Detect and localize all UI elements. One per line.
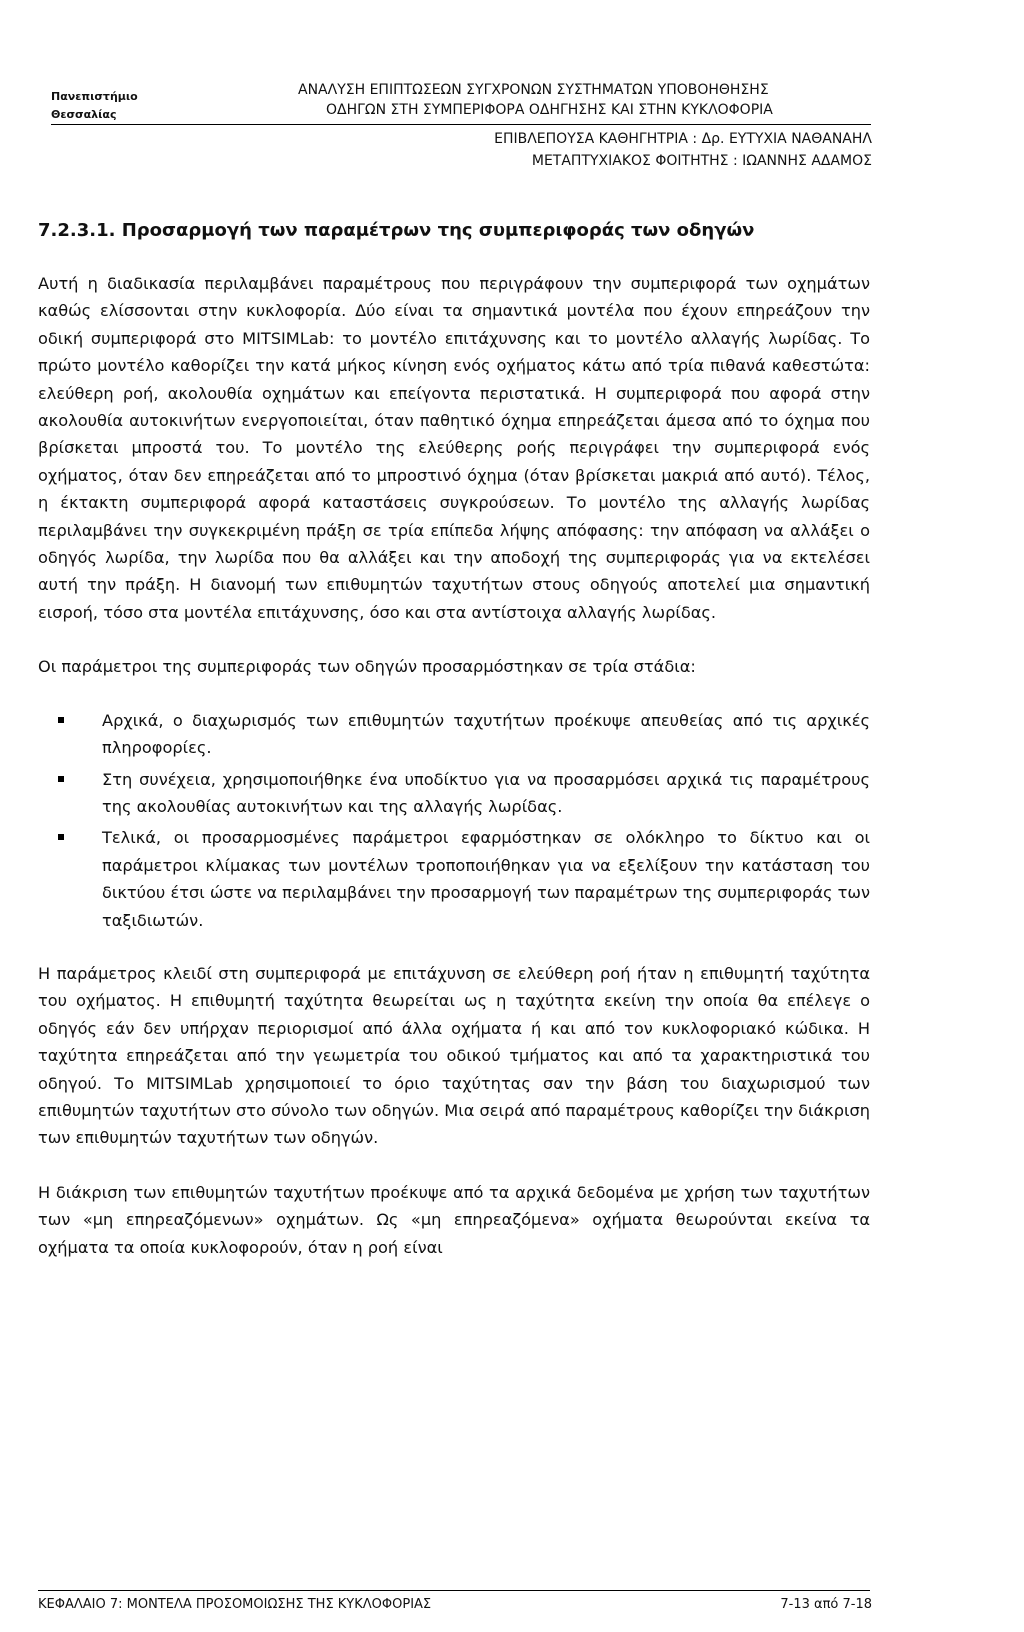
paragraph-intro: Αυτή η διαδικασία περιλαμβάνει παραμέτρους που περιγράφουν την συμπεριφορά των οχημάτων καθώς ελίσσονται στην κυκλοφορία. Δύο είναι τα σημαντικά μοντέλα που έχουν επηρεάζουν την οδική συμπεριφορά στο MITSIMLab: το μοντέλο επιτάχυνσης και το μοντέλο αλλαγής λωρίδας. Το πρώτο μοντέλο καθορίζει την κατά μήκος κίνηση ενός οχήματος κάτω από τρία πιθανά καθεστώτα: ελεύθερη ροή, ακολουθία οχημάτων και επείγοντα περιστατικά. Η συμπεριφορά που αφορά στην ακολουθία αυτοκινήτων ενεργοποιείται, όταν παθητικό όχημα επηρεάζεται άμεσα από το όχημα που βρίσκεται μπροστά του. Το μοντέλο της ελεύθερης ροής περιγράφει την συμπεριφορά ενός οχήματος, όταν δεν επηρεάζεται από το μπροστινό όχημα (όταν βρίσκεται μακριά από αυτό). Τέλος, η έκτακτη συμπεριφορά αφορά καταστάσεις συγκρούσεων. Το μοντέλο της αλλαγής λωρίδας περιλαμβάνει την συγκεκριμένη πράξη σε τρία επίπεδα λήψης απόφασης: την απόφαση να αλλάξει ο οδηγός λωρίδα, την λωρίδα που θα αλλάξει και την αποδοχή της συμπεριφοράς για να εκτελέσει αυτή την πράξη. Η διανομή των επιθυμητών ταχυτήτων στους οδηγούς αποτελεί μια σημαντική εισροή, τόσο στα μοντέλα επιτάχυνσης, όσο και στα αντίστοιχα αλλαγής λωρίδας. bbox=[38, 274, 870, 622]
page-number: 7-13 από 7-18 bbox=[780, 1597, 872, 1612]
paragraph-desired-speed: Η παράμετρος κλειδί στη συμπεριφορά με επιτάχυνση σε ελεύθερη ροή ήταν η επιθυμητή ταχύτητα του οχήματος. Η επιθυμητή ταχύτητα θεωρείται ως η ταχύτητα εκείνη την οποία θα επέλεγε ο οδηγός εάν δεν υπήρχαν περιορισμοί από άλλα οχήματα ή και από τον κυκλοφοριακό κώδικα. Η ταχύτητα επηρεάζεται από την γεωμετρία του οδικού τμήματος και από τα χαρακτηριστικά του οδηγού. Το MITSIMLab χρησιμοποιεί το όριο ταχύτητας σαν την βάση του διαχωρισμού των επιθυμητών ταχυτήτων στο σύνολο των οδηγών. Μια σειρά από παραμέτρους καθορίζει την διάκριση των επιθυμητών ταχυτήτων των οδηγών. bbox=[38, 963, 870, 1148]
body-text bbox=[38, 270, 870, 1261]
thesis-title bbox=[298, 80, 888, 120]
list-item: Τελικά, οι προσαρμοσμένες παράμετροι εφαρμόστηκαν σε ολόκληρο το δίκτυο και οι παράμετροι κλίμακας των μοντέλων τροποποιήθηκαν για να εξελίξουν την κατάσταση του δικτύου έτσι ώστε να περιλαμβάνει την προσαρμογή των παραμέτρων της συμπεριφοράς των ταξιδιωτών. bbox=[102, 824, 870, 934]
paragraph-speed-distribution: Η διάκριση των επιθυμητών ταχυτήτων προέκυψε από τα αρχικά δεδομένα με χρήση των ταχυτήτων των «μη επηρεαζόμενων» οχημάτων. Ως «μη επηρεαζόμενα» οχήματα θεωρούνται εκείνα τα οχήματα τα οποία κυκλοφορούν, όταν η ροή είναι bbox=[38, 1182, 870, 1257]
stages-list bbox=[38, 707, 870, 934]
supervisor-line: ΕΠΙΒΛΕΠΟΥΣΑ ΚΑΘΗΓΗΤΡΙΑ : Δρ. ΕΥΤΥΧΙΑ ΝΑΘΑΝΑΗΛ bbox=[494, 131, 872, 147]
footer-divider bbox=[38, 1590, 870, 1591]
thesis-title-line1: ΑΝΑΛΥΣΗ ΕΠΙΠΤΩΣΕΩΝ ΣΥΓΧΡΟΝΩΝ ΣΥΣΤΗΜΑΤΩΝ ΥΠΟΒΟΗΘΗΣΗΣ bbox=[298, 82, 769, 98]
thesis-title-line2: ΟΔΗΓΩΝ ΣΤΗ ΣΥΜΠΕΡΙΦΟΡΑ ΟΔΗΓΗΣΗΣ ΚΑΙ ΣΤΗΝ ΚΥΚΛΟΦΟΡΙΑ bbox=[326, 102, 773, 118]
university-line2: Θεσσαλίας bbox=[51, 108, 117, 121]
paragraph-stages-intro: Οι παράμετροι της συμπεριφοράς των οδηγών προσαρμόστηκαν σε τρία στάδια: bbox=[38, 657, 696, 677]
thesis-credits bbox=[494, 128, 872, 172]
header-divider bbox=[51, 124, 871, 125]
section-heading: 7.2.3.1. Προσαρμογή των παραμέτρων της συμπεριφοράς των οδηγών bbox=[38, 220, 755, 241]
university-line1: Πανεπιστήμιο bbox=[51, 90, 138, 103]
university-name bbox=[51, 88, 138, 124]
chapter-title: ΚΕΦΑΛΑΙΟ 7: ΜΟΝΤΕΛΑ ΠΡΟΣΟΜΟΙΩΣΗΣ ΤΗΣ ΚΥΚΛΟΦΟΡΙΑΣ bbox=[38, 1597, 432, 1612]
student-line: ΜΕΤΑΠΤΥΧΙΑΚΟΣ ΦΟΙΤΗΤΗΣ : ΙΩΑΝΝΗΣ ΑΔΑΜΟΣ bbox=[531, 153, 872, 169]
list-item: Αρχικά, ο διαχωρισμός των επιθυμητών ταχυτήτων προέκυψε απευθείας από τις αρχικές πληροφορίες. bbox=[102, 707, 870, 762]
list-item: Στη συνέχεια, χρησιμοποιήθηκε ένα υποδίκτυο για να προσαρμόσει αρχικά τις παραμέτρους της ακολουθίας αυτοκινήτων και της αλλαγής λωρίδας. bbox=[102, 766, 870, 821]
